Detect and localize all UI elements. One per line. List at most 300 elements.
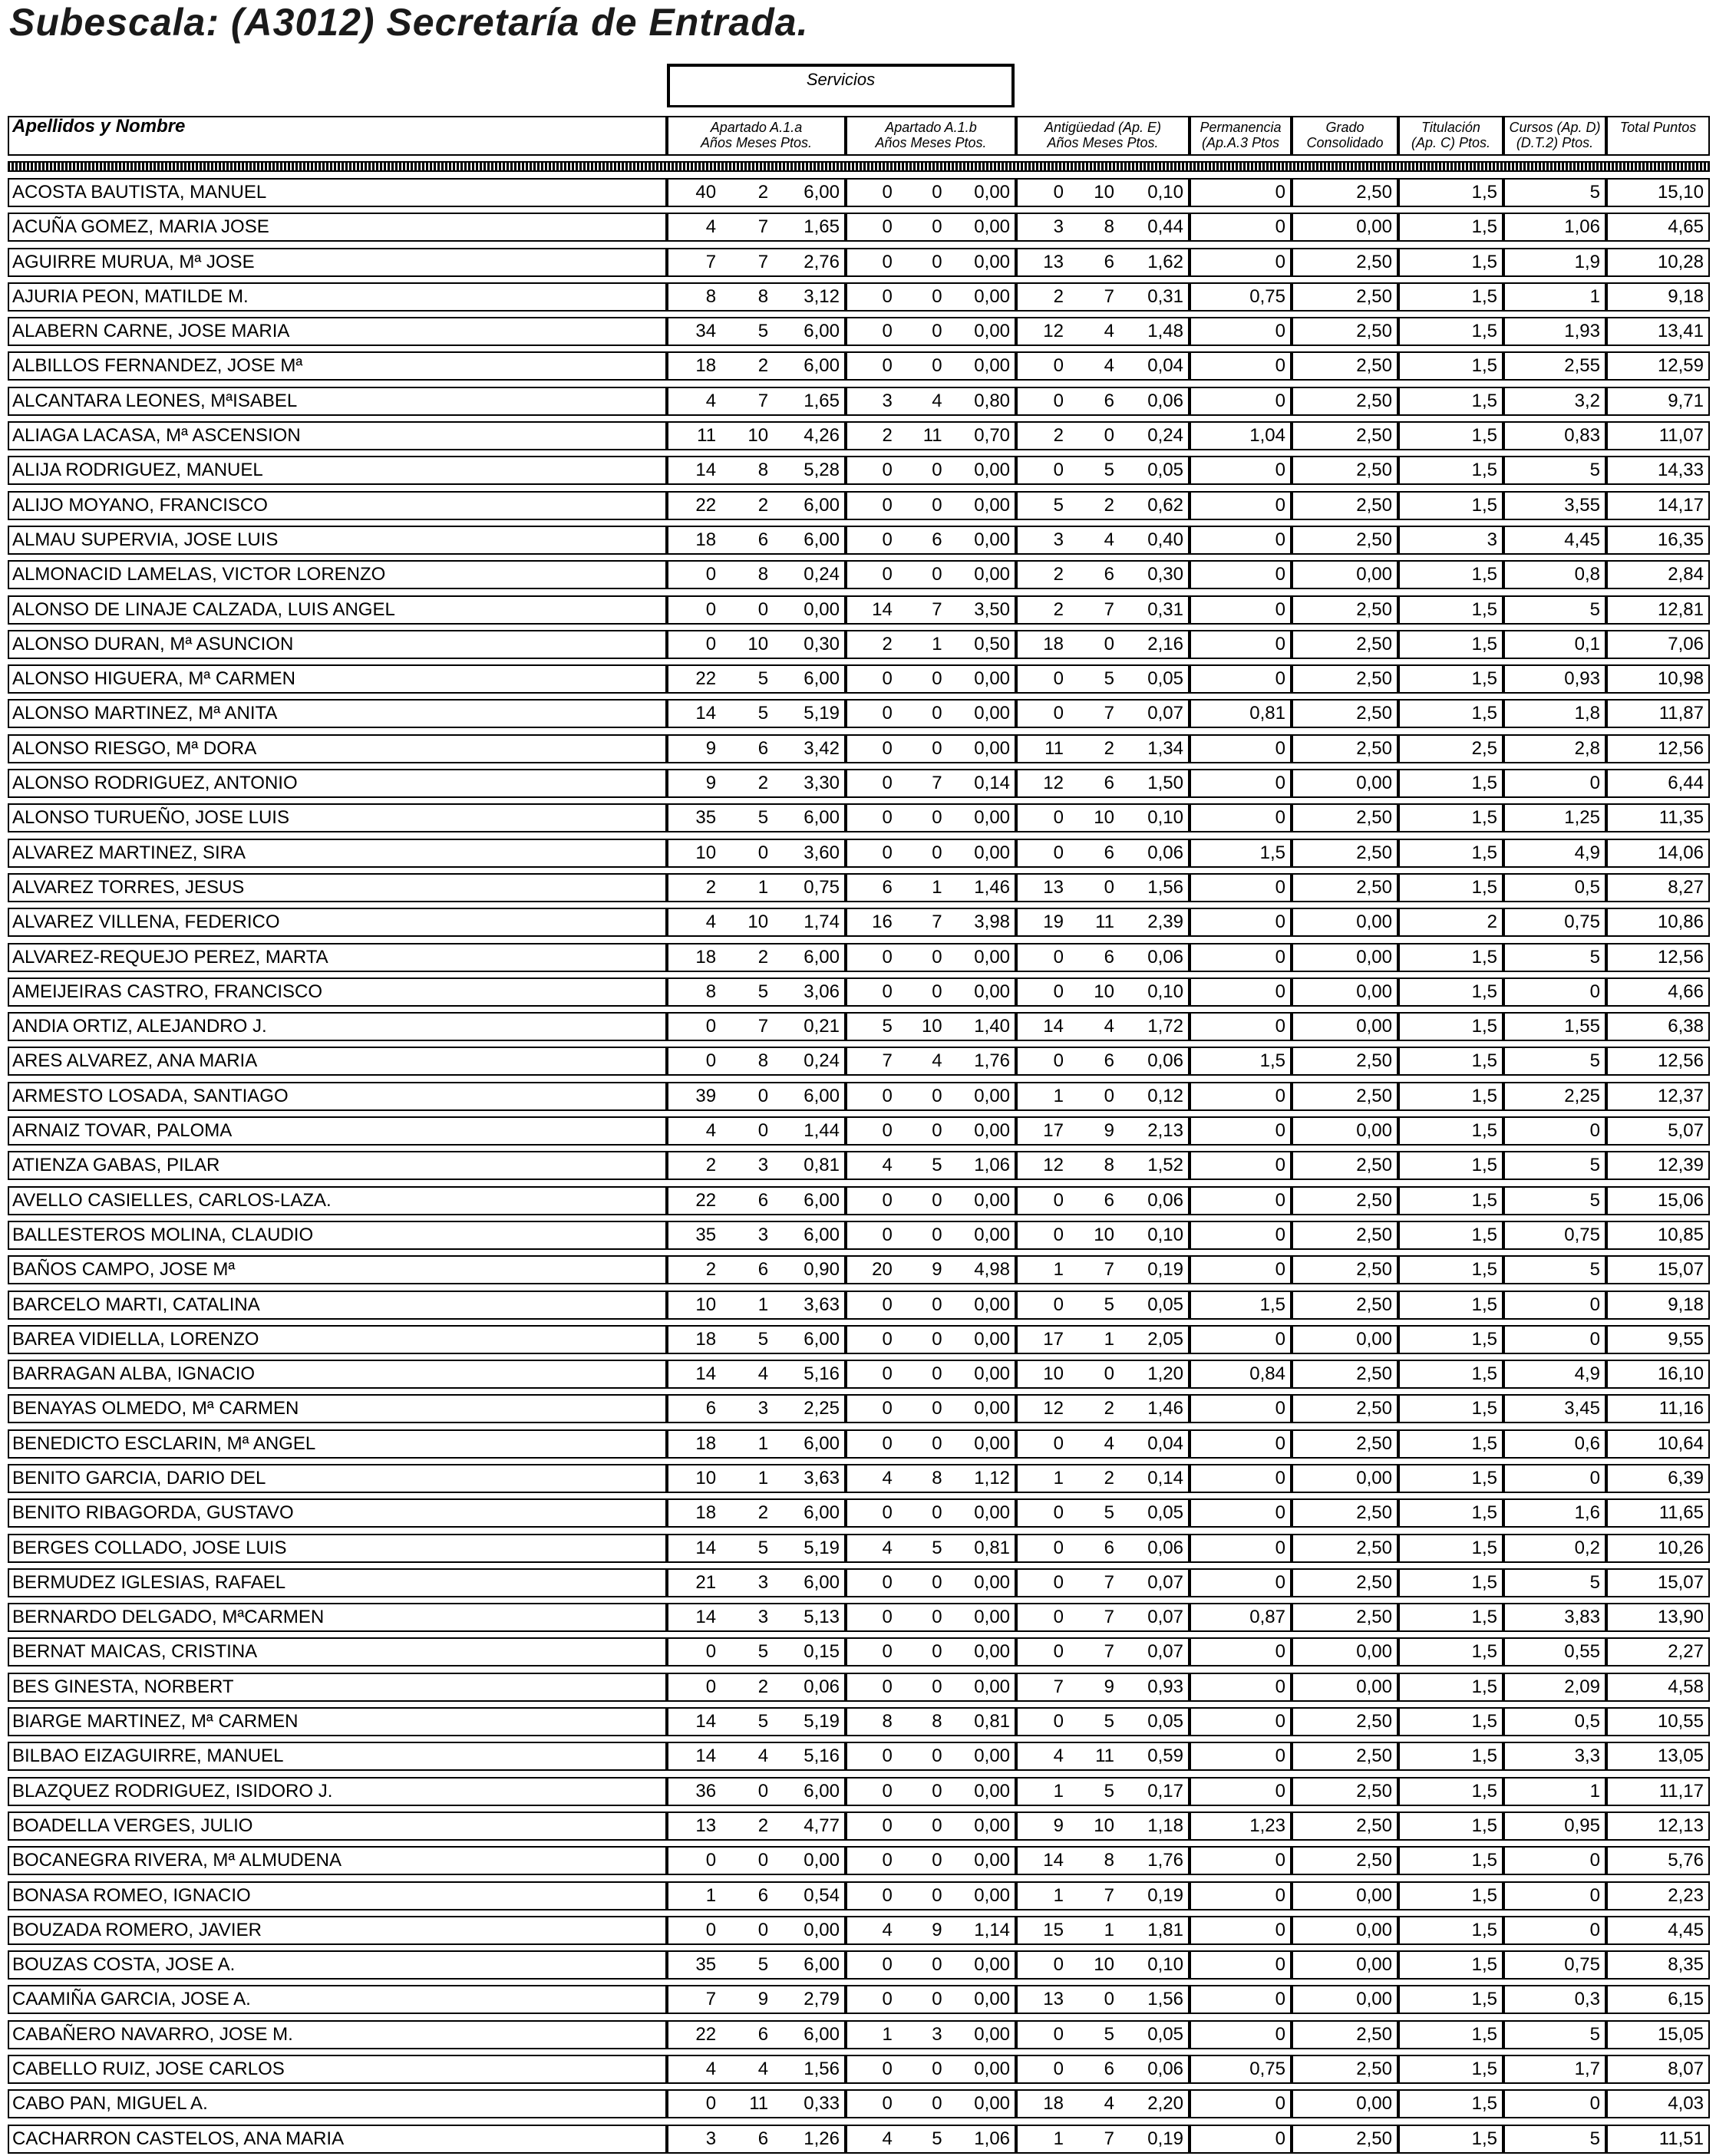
table-row <box>8 1704 1710 1739</box>
years-value: 12 <box>1043 773 1064 794</box>
points-value: 0,00 <box>974 1189 1011 1211</box>
points-value: 0,00 <box>974 460 1011 481</box>
points-value: 0,93 <box>1147 1676 1183 1697</box>
antiguedad-cell <box>1016 1846 1190 1875</box>
titulacion-cell: 1,5 <box>1398 1325 1503 1354</box>
years-value: 0 <box>882 1432 893 1454</box>
years-value: 0 <box>882 1815 893 1836</box>
antiguedad-cell <box>1016 387 1190 416</box>
years-value: 0 <box>705 633 717 654</box>
points-value: 0,00 <box>974 1224 1011 1245</box>
years-value: 35 <box>695 807 717 829</box>
points-value: 0,10 <box>1147 182 1183 203</box>
cursos-cell: 0 <box>1503 1846 1606 1875</box>
years-value: 14 <box>695 460 717 481</box>
months-value: 6 <box>1104 773 1114 794</box>
points-value: 1,76 <box>1147 1850 1183 1871</box>
years-value: 5 <box>1053 494 1064 516</box>
years-value: 18 <box>695 529 717 550</box>
months-value: 11 <box>922 425 942 447</box>
apartado-a1b-cell <box>846 1916 1016 1945</box>
apartado-a1a-cell <box>667 1151 846 1180</box>
months-value: 8 <box>1104 1155 1114 1176</box>
grado-cell: 2,50 <box>1292 351 1398 381</box>
grado-cell: 2,50 <box>1292 1151 1398 1180</box>
titulacion-cell: 1,5 <box>1398 1568 1503 1597</box>
months-value: 6 <box>757 2128 769 2149</box>
name-cell: BOUZADA ROMERO, JAVIER <box>8 1916 667 1945</box>
permanencia-cell: 0 <box>1190 1637 1292 1666</box>
name-cell: BERGES COLLADO, JOSE LUIS <box>8 1534 667 1563</box>
months-value: 0 <box>932 1294 942 1315</box>
permanencia-cell: 0 <box>1190 178 1292 207</box>
points-value: 0,00 <box>974 1676 1011 1697</box>
points-value: 0,24 <box>804 1050 840 1072</box>
years-value: 4 <box>705 912 717 933</box>
years-value: 0 <box>705 1050 717 1072</box>
years-value: 7 <box>1053 1676 1064 1697</box>
name-cell: BARCELO MARTI, CATALINA <box>8 1291 667 1320</box>
points-value: 0,30 <box>804 633 840 654</box>
permanencia-cell: 0 <box>1190 1950 1292 1980</box>
years-value: 36 <box>695 1780 717 1802</box>
grado-cell: 2,50 <box>1292 2020 1398 2049</box>
antiguedad-cell <box>1016 1082 1190 1111</box>
months-value: 3 <box>757 1398 769 1419</box>
name-cell: BERNAT MAICAS, CRISTINA <box>8 1637 667 1666</box>
name-cell: CAAMIÑA GARCIA, JOSE A. <box>8 1985 667 2014</box>
servicios-header: Servicios <box>667 64 1015 107</box>
name-cell: ALIAGA LACASA, Mª ASCENSION <box>8 421 667 450</box>
grado-cell: 2,50 <box>1292 1360 1398 1389</box>
permanencia-cell: 0 <box>1190 1116 1292 1146</box>
titulacion-cell: 1,5 <box>1398 1394 1503 1423</box>
permanencia-cell: 0 <box>1190 1082 1292 1111</box>
points-value: 0,00 <box>974 564 1011 585</box>
table-row <box>8 1739 1710 1773</box>
months-value: 2 <box>1104 1398 1114 1419</box>
months-value: 10 <box>1094 1954 1114 1976</box>
years-value: 0 <box>1053 946 1064 968</box>
cursos-cell: 0 <box>1503 1916 1606 1945</box>
months-value: 8 <box>932 1467 942 1488</box>
titulacion-cell: 1,5 <box>1398 248 1503 277</box>
points-value: 6,00 <box>804 529 840 550</box>
total-cell: 13,90 <box>1606 1603 1710 1632</box>
years-value: 0 <box>882 1676 893 1697</box>
years-value: 35 <box>695 1224 717 1245</box>
months-value: 0 <box>932 981 942 1002</box>
antiguedad-cell <box>1016 178 1190 207</box>
years-value: 4 <box>882 1537 893 1558</box>
months-value: 1 <box>1104 1328 1114 1350</box>
apartado-a1a-cell <box>667 1985 846 2014</box>
titulacion-cell: 1,5 <box>1398 1429 1503 1459</box>
antiguedad-cell <box>1016 1812 1190 1841</box>
points-value: 1,48 <box>1147 321 1183 342</box>
permanencia-cell: 1,23 <box>1190 1812 1292 1841</box>
titulacion-cell: 1,5 <box>1398 2125 1503 2154</box>
years-value: 14 <box>695 1363 717 1385</box>
points-value: 0,00 <box>974 355 1011 377</box>
months-value: 8 <box>757 1050 769 1072</box>
years-value: 34 <box>695 321 717 342</box>
total-cell: 2,27 <box>1606 1637 1710 1666</box>
name-cell: BONASA ROMEO, IGNACIO <box>8 1881 667 1910</box>
cursos-cell: 5 <box>1503 1151 1606 1180</box>
name-cell: BOUZAS COSTA, JOSE A. <box>8 1950 667 1980</box>
name-cell: BAÑOS CAMPO, JOSE Mª <box>8 1255 667 1284</box>
months-value: 7 <box>1104 1641 1114 1663</box>
grado-cell: 0,00 <box>1292 1637 1398 1666</box>
total-cell: 11,65 <box>1606 1498 1710 1528</box>
table-row <box>8 1148 1710 1182</box>
months-value: 6 <box>932 529 942 550</box>
total-cell: 10,26 <box>1606 1534 1710 1563</box>
months-value: 2 <box>757 355 769 377</box>
months-value: 5 <box>757 807 769 829</box>
total-cell: 11,16 <box>1606 1394 1710 1423</box>
grado-cell: 0,00 <box>1292 213 1398 242</box>
titulacion-cell: 1,5 <box>1398 351 1503 381</box>
points-value: 0,05 <box>1147 460 1183 481</box>
grado-cell: 2,50 <box>1292 595 1398 625</box>
name-cell: ARES ALVAREZ, ANA MARIA <box>8 1047 667 1076</box>
total-cell: 9,18 <box>1606 282 1710 312</box>
months-value: 0 <box>932 1432 942 1454</box>
total-cell: 12,59 <box>1606 351 1710 381</box>
months-value: 0 <box>757 1850 769 1871</box>
titulacion-cell: 1,5 <box>1398 699 1503 728</box>
apartado-a1b-cell <box>846 421 1016 450</box>
months-value: 0 <box>932 1224 942 1245</box>
months-value: 3 <box>757 1155 769 1176</box>
antiguedad-cell <box>1016 1950 1190 1980</box>
months-value: 0 <box>932 1571 942 1593</box>
apartado-a1b-cell <box>846 248 1016 277</box>
apartado-a1b-cell <box>846 1360 1016 1389</box>
months-value: 10 <box>1094 807 1114 829</box>
cursos-cell: 0,5 <box>1503 873 1606 902</box>
apartado-a1a-cell <box>667 1464 846 1493</box>
header-antiguedad: Antigüedad (Ap. E) Años Meses Ptos. <box>1016 116 1190 156</box>
points-value: 0,00 <box>974 1954 1011 1976</box>
months-value: 7 <box>1104 285 1114 307</box>
years-value: 0 <box>1053 1571 1064 1593</box>
points-value: 5,19 <box>804 1711 840 1732</box>
years-value: 18 <box>695 946 717 968</box>
years-value: 0 <box>882 355 893 377</box>
points-value: 0,00 <box>974 842 1011 863</box>
months-value: 0 <box>932 737 942 759</box>
name-cell: ALIJA RODRIGUEZ, MANUEL <box>8 456 667 485</box>
points-value: 1,46 <box>1147 1398 1183 1419</box>
apartado-a1a-cell <box>667 1707 846 1736</box>
total-cell: 12,37 <box>1606 1082 1710 1111</box>
antiguedad-cell <box>1016 873 1190 902</box>
cursos-cell: 3,2 <box>1503 387 1606 416</box>
antiguedad-cell <box>1016 1116 1190 1146</box>
points-value: 1,46 <box>974 876 1011 898</box>
antiguedad-cell <box>1016 2020 1190 2049</box>
antiguedad-cell <box>1016 1637 1190 1666</box>
titulacion-cell: 1,5 <box>1398 317 1503 346</box>
years-value: 18 <box>1043 2093 1064 2115</box>
permanencia-cell: 0 <box>1190 1568 1292 1597</box>
titulacion-cell: 1,5 <box>1398 1291 1503 1320</box>
total-cell: 12,56 <box>1606 1047 1710 1076</box>
years-value: 0 <box>1053 1432 1064 1454</box>
points-value: 6,00 <box>804 807 840 829</box>
months-value: 5 <box>757 321 769 342</box>
cursos-cell: 0,75 <box>1503 908 1606 937</box>
cursos-cell: 5 <box>1503 1186 1606 1215</box>
months-value: 0 <box>932 1850 942 1871</box>
months-value: 1 <box>757 1432 769 1454</box>
table-row <box>8 870 1710 905</box>
permanencia-cell: 0 <box>1190 1325 1292 1354</box>
points-value: 1,14 <box>974 1919 1011 1940</box>
points-value: 2,76 <box>804 251 840 272</box>
antiguedad-cell <box>1016 2125 1190 2154</box>
years-value: 0 <box>882 1502 893 1524</box>
titulacion-cell: 1,5 <box>1398 977 1503 1007</box>
apartado-a1b-cell <box>846 1673 1016 1702</box>
points-value: 6,00 <box>804 2023 840 2045</box>
antiguedad-cell <box>1016 839 1190 868</box>
grado-cell: 2,50 <box>1292 1221 1398 1250</box>
antiguedad-cell <box>1016 2055 1190 2084</box>
months-value: 1 <box>1104 1919 1114 1940</box>
name-cell: ALONSO HIGUERA, Mª CARMEN <box>8 664 667 694</box>
points-value: 0,00 <box>974 1085 1011 1106</box>
apartado-a1b-cell <box>846 1950 1016 1980</box>
years-value: 0 <box>1053 1189 1064 1211</box>
points-value: 0,19 <box>1147 2128 1183 2149</box>
titulacion-cell: 1,5 <box>1398 1985 1503 2014</box>
titulacion-cell: 1,5 <box>1398 1082 1503 1111</box>
points-value: 6,00 <box>804 1328 840 1350</box>
points-value: 0,00 <box>804 1919 840 1940</box>
apartado-a1a-cell <box>667 1603 846 1632</box>
months-value: 2 <box>1104 494 1114 516</box>
apartado-a1a-cell <box>667 560 846 589</box>
permanencia-cell: 0 <box>1190 317 1292 346</box>
apartado-a1b-cell <box>846 2020 1016 2049</box>
months-value: 4 <box>757 1363 769 1385</box>
months-value: 4 <box>1104 1016 1114 1037</box>
months-value: 6 <box>1104 251 1114 272</box>
points-value: 0,81 <box>974 1711 1011 1732</box>
years-value: 0 <box>1053 1954 1064 1976</box>
years-value: 0 <box>882 1189 893 1211</box>
months-value: 10 <box>747 912 769 933</box>
table-row <box>8 1634 1710 1669</box>
antiguedad-cell <box>1016 1464 1190 1493</box>
permanencia-cell: 0,87 <box>1190 1603 1292 1632</box>
months-value: 3 <box>757 1224 769 1245</box>
name-cell: ANDIA ORTIZ, ALEJANDRO J. <box>8 1012 667 1041</box>
months-value: 0 <box>932 842 942 863</box>
years-value: 20 <box>872 1259 893 1281</box>
years-value: 18 <box>1043 633 1064 654</box>
cursos-cell: 5 <box>1503 2020 1606 2049</box>
apartado-a1a-cell <box>667 1291 846 1320</box>
permanencia-cell: 0 <box>1190 1707 1292 1736</box>
years-value: 0 <box>882 946 893 968</box>
points-value: 6,00 <box>804 182 840 203</box>
points-value: 0,05 <box>1147 1294 1183 1315</box>
years-value: 0 <box>1053 842 1064 863</box>
table-row <box>8 1426 1710 1461</box>
total-cell: 4,45 <box>1606 1916 1710 1945</box>
cursos-cell: 0,8 <box>1503 560 1606 589</box>
apartado-a1a-cell <box>667 1637 846 1666</box>
total-cell: 11,07 <box>1606 421 1710 450</box>
points-value: 0,00 <box>974 285 1011 307</box>
name-cell: ALMAU SUPERVIA, JOSE LUIS <box>8 526 667 555</box>
years-value: 0 <box>882 1989 893 2010</box>
titulacion-cell: 1,5 <box>1398 1534 1503 1563</box>
months-value: 0 <box>932 1746 942 1767</box>
apartado-a1b-cell <box>846 178 1016 207</box>
points-value: 1,56 <box>804 2059 840 2080</box>
permanencia-cell: 0 <box>1190 248 1292 277</box>
years-value: 4 <box>882 1919 893 1940</box>
antiguedad-cell <box>1016 1777 1190 1806</box>
permanencia-cell: 0 <box>1190 387 1292 416</box>
months-value: 6 <box>757 737 769 759</box>
titulacion-cell: 1,5 <box>1398 2020 1503 2049</box>
cursos-cell: 5 <box>1503 943 1606 972</box>
apartado-a1b-cell <box>846 213 1016 242</box>
permanencia-cell: 0 <box>1190 491 1292 520</box>
months-value: 3 <box>757 1571 769 1593</box>
total-cell: 4,66 <box>1606 977 1710 1007</box>
total-cell: 11,51 <box>1606 2125 1710 2154</box>
years-value: 4 <box>882 2128 893 2149</box>
points-value: 0,00 <box>974 1746 1011 1767</box>
antiguedad-cell <box>1016 630 1190 659</box>
cursos-cell: 4,9 <box>1503 839 1606 868</box>
table-row <box>8 974 1710 1009</box>
months-value: 4 <box>757 2059 769 2080</box>
years-value: 8 <box>882 1711 893 1732</box>
titulacion-cell: 1,5 <box>1398 803 1503 832</box>
months-value: 0 <box>1104 1085 1114 1106</box>
grado-cell: 0,00 <box>1292 1673 1398 1702</box>
months-value: 0 <box>932 807 942 829</box>
points-value: 0,90 <box>804 1259 840 1281</box>
apartado-a1b-cell <box>846 1464 1016 1493</box>
years-value: 0 <box>882 1884 893 1906</box>
table-row <box>8 1043 1710 1078</box>
points-value: 1,06 <box>974 2128 1011 2149</box>
table-row <box>8 1947 1710 1982</box>
table-row <box>8 488 1710 523</box>
apartado-a1a-cell <box>667 1881 846 1910</box>
years-value: 0 <box>705 2093 717 2115</box>
antiguedad-cell <box>1016 1221 1190 1250</box>
apartado-a1b-cell <box>846 595 1016 625</box>
years-value: 0 <box>882 1398 893 1419</box>
years-value: 0 <box>1053 807 1064 829</box>
points-value: 0,00 <box>974 2059 1011 2080</box>
points-value: 2,05 <box>1147 1328 1183 1350</box>
apartado-a1a-cell <box>667 734 846 763</box>
months-value: 5 <box>757 1711 769 1732</box>
years-value: 0 <box>882 321 893 342</box>
grado-cell: 2,50 <box>1292 248 1398 277</box>
points-value: 0,06 <box>1147 1537 1183 1558</box>
years-value: 4 <box>1053 1746 1064 1767</box>
apartado-a1a-cell <box>667 317 846 346</box>
points-value: 3,30 <box>804 773 840 794</box>
column-header-row <box>8 116 1710 156</box>
name-cell: BOCANEGRA RIVERA, Mª ALMUDENA <box>8 1846 667 1875</box>
grado-cell: 2,50 <box>1292 491 1398 520</box>
years-value: 10 <box>695 1294 717 1315</box>
table-row <box>8 1183 1710 1218</box>
years-value: 0 <box>1053 355 1064 377</box>
table-row <box>8 348 1710 383</box>
permanencia-cell: 0,84 <box>1190 1360 1292 1389</box>
years-value: 0 <box>882 564 893 585</box>
points-value: 0,00 <box>804 1850 840 1871</box>
months-value: 7 <box>757 1016 769 1037</box>
titulacion-cell: 1,5 <box>1398 1846 1503 1875</box>
permanencia-cell: 1,5 <box>1190 1047 1292 1076</box>
table-row <box>8 1600 1710 1634</box>
years-value: 22 <box>695 1189 717 1211</box>
months-value: 0 <box>757 1120 769 1142</box>
apartado-a1b-cell <box>846 387 1016 416</box>
permanencia-cell: 0 <box>1190 977 1292 1007</box>
points-value: 0,00 <box>974 1328 1011 1350</box>
points-value: 6,00 <box>804 1954 840 1976</box>
years-value: 0 <box>1053 981 1064 1002</box>
total-cell: 12,81 <box>1606 595 1710 625</box>
points-value: 3,50 <box>974 598 1011 620</box>
years-value: 18 <box>695 1328 717 1350</box>
points-value: 4,26 <box>804 425 840 447</box>
apartado-a1b-cell <box>846 1534 1016 1563</box>
points-value: 1,62 <box>1147 251 1183 272</box>
years-value: 0 <box>1053 1502 1064 1524</box>
months-value: 0 <box>932 1363 942 1385</box>
months-value: 9 <box>1104 1120 1114 1142</box>
header-a1a: Apartado A.1.a Años Meses Ptos. <box>667 116 846 156</box>
points-value: 0,75 <box>804 876 840 898</box>
points-value: 0,00 <box>974 321 1011 342</box>
years-value: 0 <box>882 773 893 794</box>
months-value: 3 <box>757 1607 769 1628</box>
months-value: 0 <box>932 1884 942 1906</box>
apartado-a1b-cell <box>846 977 1016 1007</box>
years-value: 22 <box>695 494 717 516</box>
points-value: 0,00 <box>974 946 1011 968</box>
permanencia-cell: 0 <box>1190 873 1292 902</box>
points-value: 0,06 <box>804 1676 840 1697</box>
apartado-a1b-cell <box>846 1291 1016 1320</box>
months-value: 6 <box>757 1189 769 1211</box>
months-value: 6 <box>757 529 769 550</box>
years-value: 21 <box>695 1571 717 1593</box>
apartado-a1b-cell <box>846 1394 1016 1423</box>
months-value: 9 <box>1104 1676 1114 1697</box>
years-value: 0 <box>882 981 893 1002</box>
months-value: 3 <box>932 2023 942 2045</box>
